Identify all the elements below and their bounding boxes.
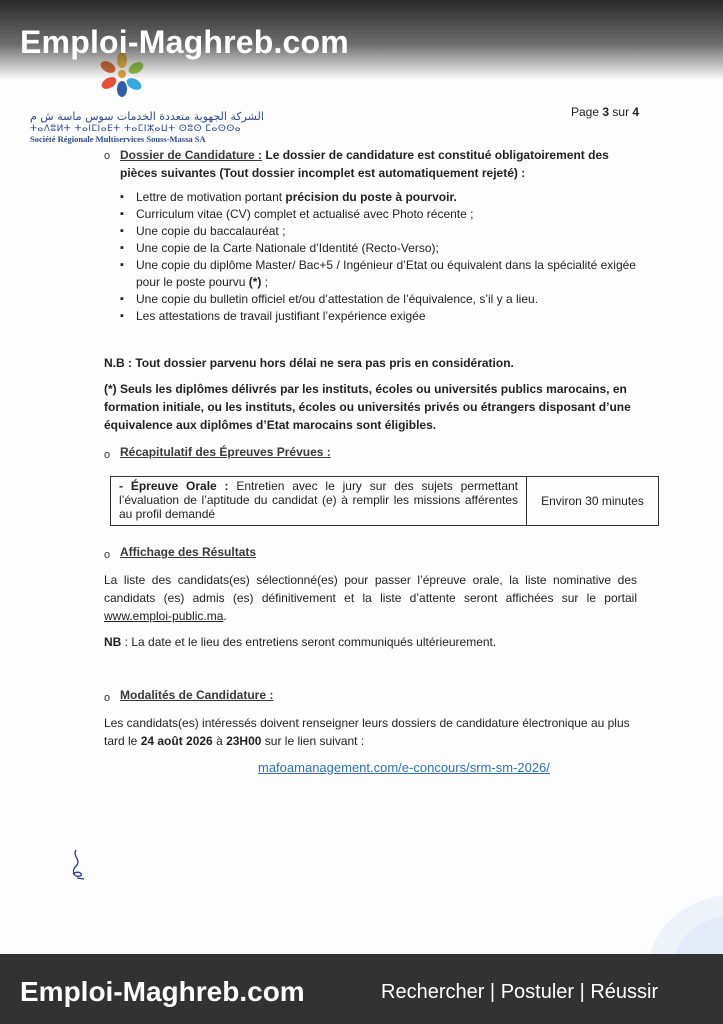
list-item: ▪ Une copie du baccalauréat ; [120,223,650,240]
page-total: 4 [632,105,640,119]
watermark-tagline: Rechercher | Postuler | Réussir [381,981,659,1003]
affichage-title: Affichage des Résultats [120,545,257,559]
page-number [571,105,639,119]
emploi-public-link[interactable]: www.emploi-public.ma [104,609,224,623]
exam-description-cell [111,477,527,525]
watermark-site-name-footer: Emploi-Maghreb.com [20,976,305,1007]
page-sep: sur [612,105,630,119]
signature-icon [68,848,88,882]
section-bullet: o [104,549,111,561]
modalites-text: Les candidats(es) intéressés doivent renseigner leurs dossiers de candidature électronique au plus tard le 24 août 2026 à 23H00 sur le lien suivant : [104,716,630,748]
nb-deadline-note: N.B : Tout dossier parvenu hors délai ne sera pas pris en considération. [104,356,514,370]
list-item: ▪ Une copie du bulletin officiel et/ou d’attestation de l’équivalence, s’il y a lieu. [120,291,650,308]
section-bullet: o [104,449,111,461]
affichage-text: La liste des candidats(es) sélectionné(es) pour passer l’épreuve orale, la liste nominative des candidats (es) admis (es) définitivement et la liste d’attente seront affichées sur le portail www.emploi-public.ma. [104,573,637,623]
exam-duration-cell: Environ 30 minutes [541,494,644,508]
dossier-title: Dossier de Candidature : [120,148,263,162]
exam-desc: Entretien avec le jury sur des sujets permettant l’évaluation de l’aptitude du candidat (e) à remplir les missions afférentes au profil demandé [119,479,518,521]
exam-table [110,476,659,526]
section-bullet: o [104,150,111,162]
recap-title: Récapitulatif des Épreuves Prévues : [120,445,331,459]
org-name-tifinagh: ⵜⴰⴷⵓⵍⵜ ⵜⴰⵏⵎⵏⴰⴹⵜ ⵜⴰⵎⵏⵣⴰⵡⵜ ⵙⵓⵙ ⵎⴰⵙⵙⴰ [30,124,242,134]
org-name-arabic: الشركة الجهوية متعددة الخدمات سوس ماسة ش م [30,110,264,123]
exam-label: - Épreuve Orale : [119,479,229,493]
dossier-intro-text: Le dossier de candidature est constitué obligatoirement des [265,148,609,162]
dossier-intro-line2: pièces suivantes (Tout dossier incomplet est automatiquement rejeté) : [120,166,526,180]
deadline-date: 24 août 2026 [140,734,213,748]
list-item: ▪ Curriculum vitae (CV) complet et actualisé avec Photo récente ; [120,206,650,223]
affichage-nb: NB : La date et le lieu des entretiens seront communiqués ultérieurement. [104,635,497,649]
list-item: ▪ Lettre de motivation portant précision du poste à pourvoir. [120,189,650,206]
required-documents-list [120,189,650,325]
page-current: 3 [602,105,610,119]
deadline-time: 23H00 [226,734,262,748]
section-bullet: o [104,692,111,704]
diploma-eligibility-note: (*) Seuls les diplômes délivrés par les instituts, écoles ou universités publics marocains, en formation initiale, ou les instituts, écoles ou universités privés ou étrangers disposant d’une équivalence aux diplômes d’Etat marocains sont éligibles. [104,382,631,432]
modalites-title: Modalités de Candidature : [120,688,274,702]
watermark-site-name: Emploi-Maghreb.com [20,24,349,60]
top-watermark-banner [0,0,723,80]
decorative-wave [630,890,723,954]
list-item: ▪ Une copie de la Carte Nationale d’Identité (Recto-Verso); [120,240,650,257]
org-name-french: Société Régionale Multiservices Souss-Massa SA [30,134,206,144]
dossier-intro [120,146,650,164]
list-item: ▪ Les attestations de travail justifiant l’expérience exigée [120,308,650,325]
bottom-watermark-banner [0,954,723,1024]
page-prefix: Page [571,105,600,119]
list-item: ▪ Une copie du diplôme Master/ Bac+5 / Ingénieur d’Etat ou équivalent dans la spécialité exigée pour le poste pourvu (*) ; [120,257,650,291]
application-link[interactable]: mafoamanagement.com/e-concours/srm-sm-2026/ [258,760,550,775]
